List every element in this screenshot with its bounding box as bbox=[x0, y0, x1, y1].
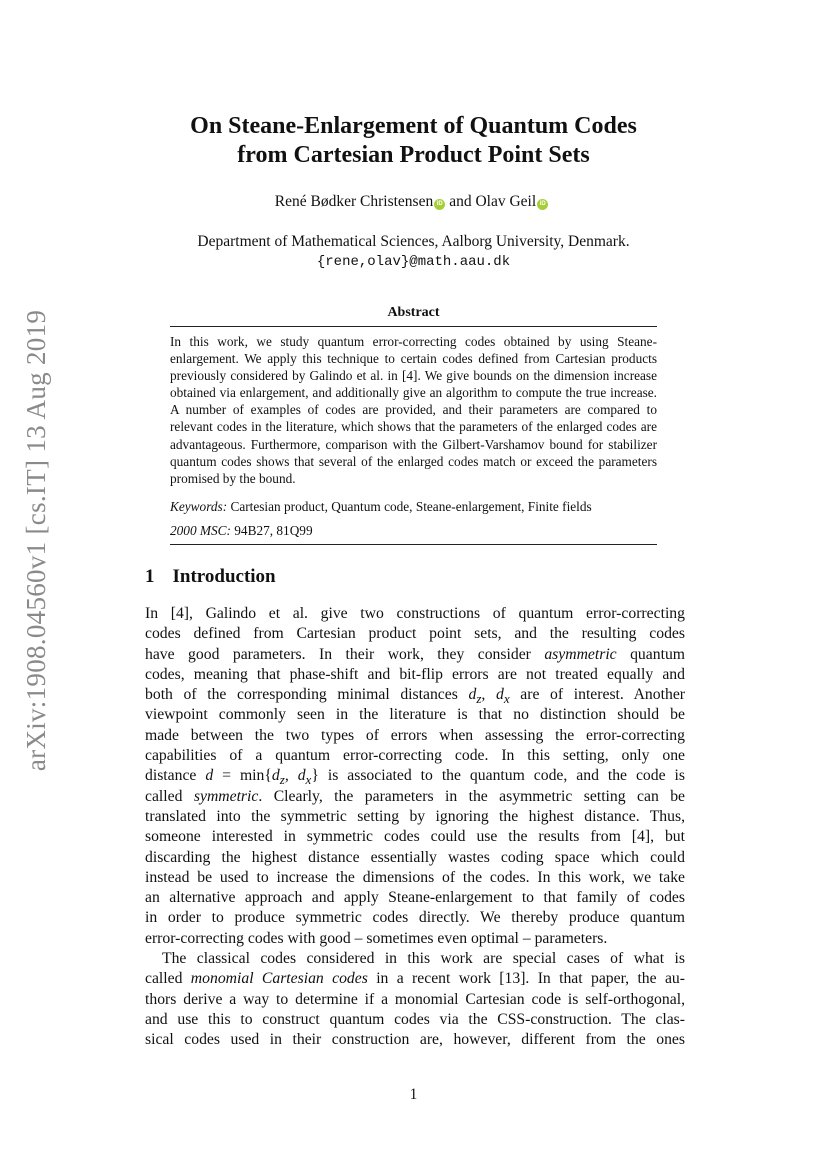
body-line: instead be used to increase the dimensions of the codes. In this work, we take bbox=[145, 868, 685, 886]
abstract-top-rule bbox=[170, 326, 657, 327]
abstract-bottom-rule bbox=[170, 544, 657, 545]
body-line: viewpoint commonly seen in the literature is that no distinction should be bbox=[145, 706, 685, 724]
abstract-text: In this work, we study quantum error-correcting codes obtained by using Steane-enlargement. We apply this technique to certain codes defined from Cartesian products previously considered by Galindo et al. in [4]. We give bounds on the dimension increase obtained via enlargement, and additionally give an algorithm to compute the true increase. A number of examples of codes are provided, and their parameters are compared to relevant codes in the literature, which shows that the parameters of the enlarged codes are advantageous. Furthermore, comparison with the Gilbert-Varshamov bound for stabilizer quantum codes shows that several of the enlarged codes match or exceed the parameters promised by the bound. bbox=[170, 334, 657, 486]
body-line: codes defined from Cartesian product point sets, and the resulting codes bbox=[145, 625, 685, 643]
body-line: an alternative approach and apply Steane-enlargement to that family of codes bbox=[145, 889, 685, 907]
authors bbox=[0, 193, 827, 211]
body-line: error-correcting codes with good – sometimes even optimal – parameters. bbox=[145, 929, 608, 947]
introduction-body bbox=[145, 604, 685, 1051]
section-heading bbox=[145, 566, 276, 588]
msc bbox=[170, 522, 657, 539]
email: {rene,olav}@math.aau.dk bbox=[316, 254, 511, 270]
body-line: and use this to construct quantum codes via the CSS-construction. The clas- bbox=[145, 1010, 685, 1028]
author-conjunction: and bbox=[449, 193, 472, 210]
department: Department of Mathematical Sciences, Aalborg University, Denmark. bbox=[197, 233, 630, 250]
body-line: discarding the highest distance essentially wastes coding space which could bbox=[145, 848, 685, 866]
body-line: someone interested in symmetric codes could use the results from [4], but bbox=[145, 828, 685, 846]
body-line: called symmetric. Clearly, the parameters in the asymmetric setting can be bbox=[145, 787, 686, 805]
body-line: codes, meaning that phase-shift and bit-flip errors are not treated equally and bbox=[145, 665, 685, 683]
keywords-value: Cartesian product, Quantum code, Steane-enlargement, Finite fields bbox=[230, 499, 592, 514]
body-line: called monomial Cartesian codes in a recent work [13]. In that paper, the au- bbox=[145, 970, 685, 988]
body-line: capabilities of a quantum error-correcting code. In this setting, only one bbox=[145, 747, 685, 765]
body-line: thors derive a way to determine if a monomial Cartesian code is self-orthogonal, bbox=[145, 990, 685, 1008]
abstract-heading: Abstract bbox=[387, 305, 440, 320]
keywords bbox=[170, 498, 657, 515]
affiliation bbox=[0, 232, 827, 272]
orcid-icon[interactable]: iD bbox=[434, 199, 445, 210]
author-2: Olav Geil bbox=[475, 193, 537, 210]
body-line: In [4], Galindo et al. give two constructions of quantum error-correcting bbox=[145, 605, 685, 622]
body-line: made between the two types of errors when assessing the error-correcting bbox=[145, 726, 685, 744]
body-line: distance $d = \min\{d_z$, $d_x$} is associated to the quantum code, and the code is bbox=[145, 767, 685, 788]
keywords-label: Keywords: bbox=[170, 499, 228, 514]
body-line: have good parameters. In their work, they consider asymmetric quantum bbox=[145, 645, 685, 663]
section-title: Introduction bbox=[172, 566, 276, 587]
msc-value: 94B27, 81Q99 bbox=[234, 523, 313, 538]
section-number: 1 bbox=[145, 566, 155, 587]
body-line: sical codes used in their construction are, however, different from the ones bbox=[145, 1031, 685, 1049]
msc-label: 2000 MSC: bbox=[170, 523, 231, 538]
arxiv-identifier-text: arXiv:1908.04560v1 [cs.IT] 13 Aug 2019 bbox=[21, 309, 52, 771]
author-1: René Bødker Christensen bbox=[274, 193, 434, 210]
body-line: in order to produce symmetric codes directly. We thereby produce quantum bbox=[145, 909, 685, 927]
body-line: both of the corresponding minimal distances $d_z$, $d_x$ are of interest. Another bbox=[145, 686, 686, 707]
body-line: The classical codes considered in this work are special cases of what is bbox=[162, 950, 685, 968]
paper-title bbox=[0, 112, 827, 170]
arxiv-identifier bbox=[20, 309, 54, 771]
page-number: 1 bbox=[409, 1086, 418, 1103]
title-line-2: from Cartesian Product Point Sets bbox=[237, 142, 590, 168]
title-line-1: On Steane-Enlargement of Quantum Codes bbox=[190, 113, 637, 139]
body-line: translated into the symmetric setting by ignoring the highest distance. Thus, bbox=[145, 807, 685, 825]
orcid-icon[interactable]: iD bbox=[537, 199, 548, 210]
